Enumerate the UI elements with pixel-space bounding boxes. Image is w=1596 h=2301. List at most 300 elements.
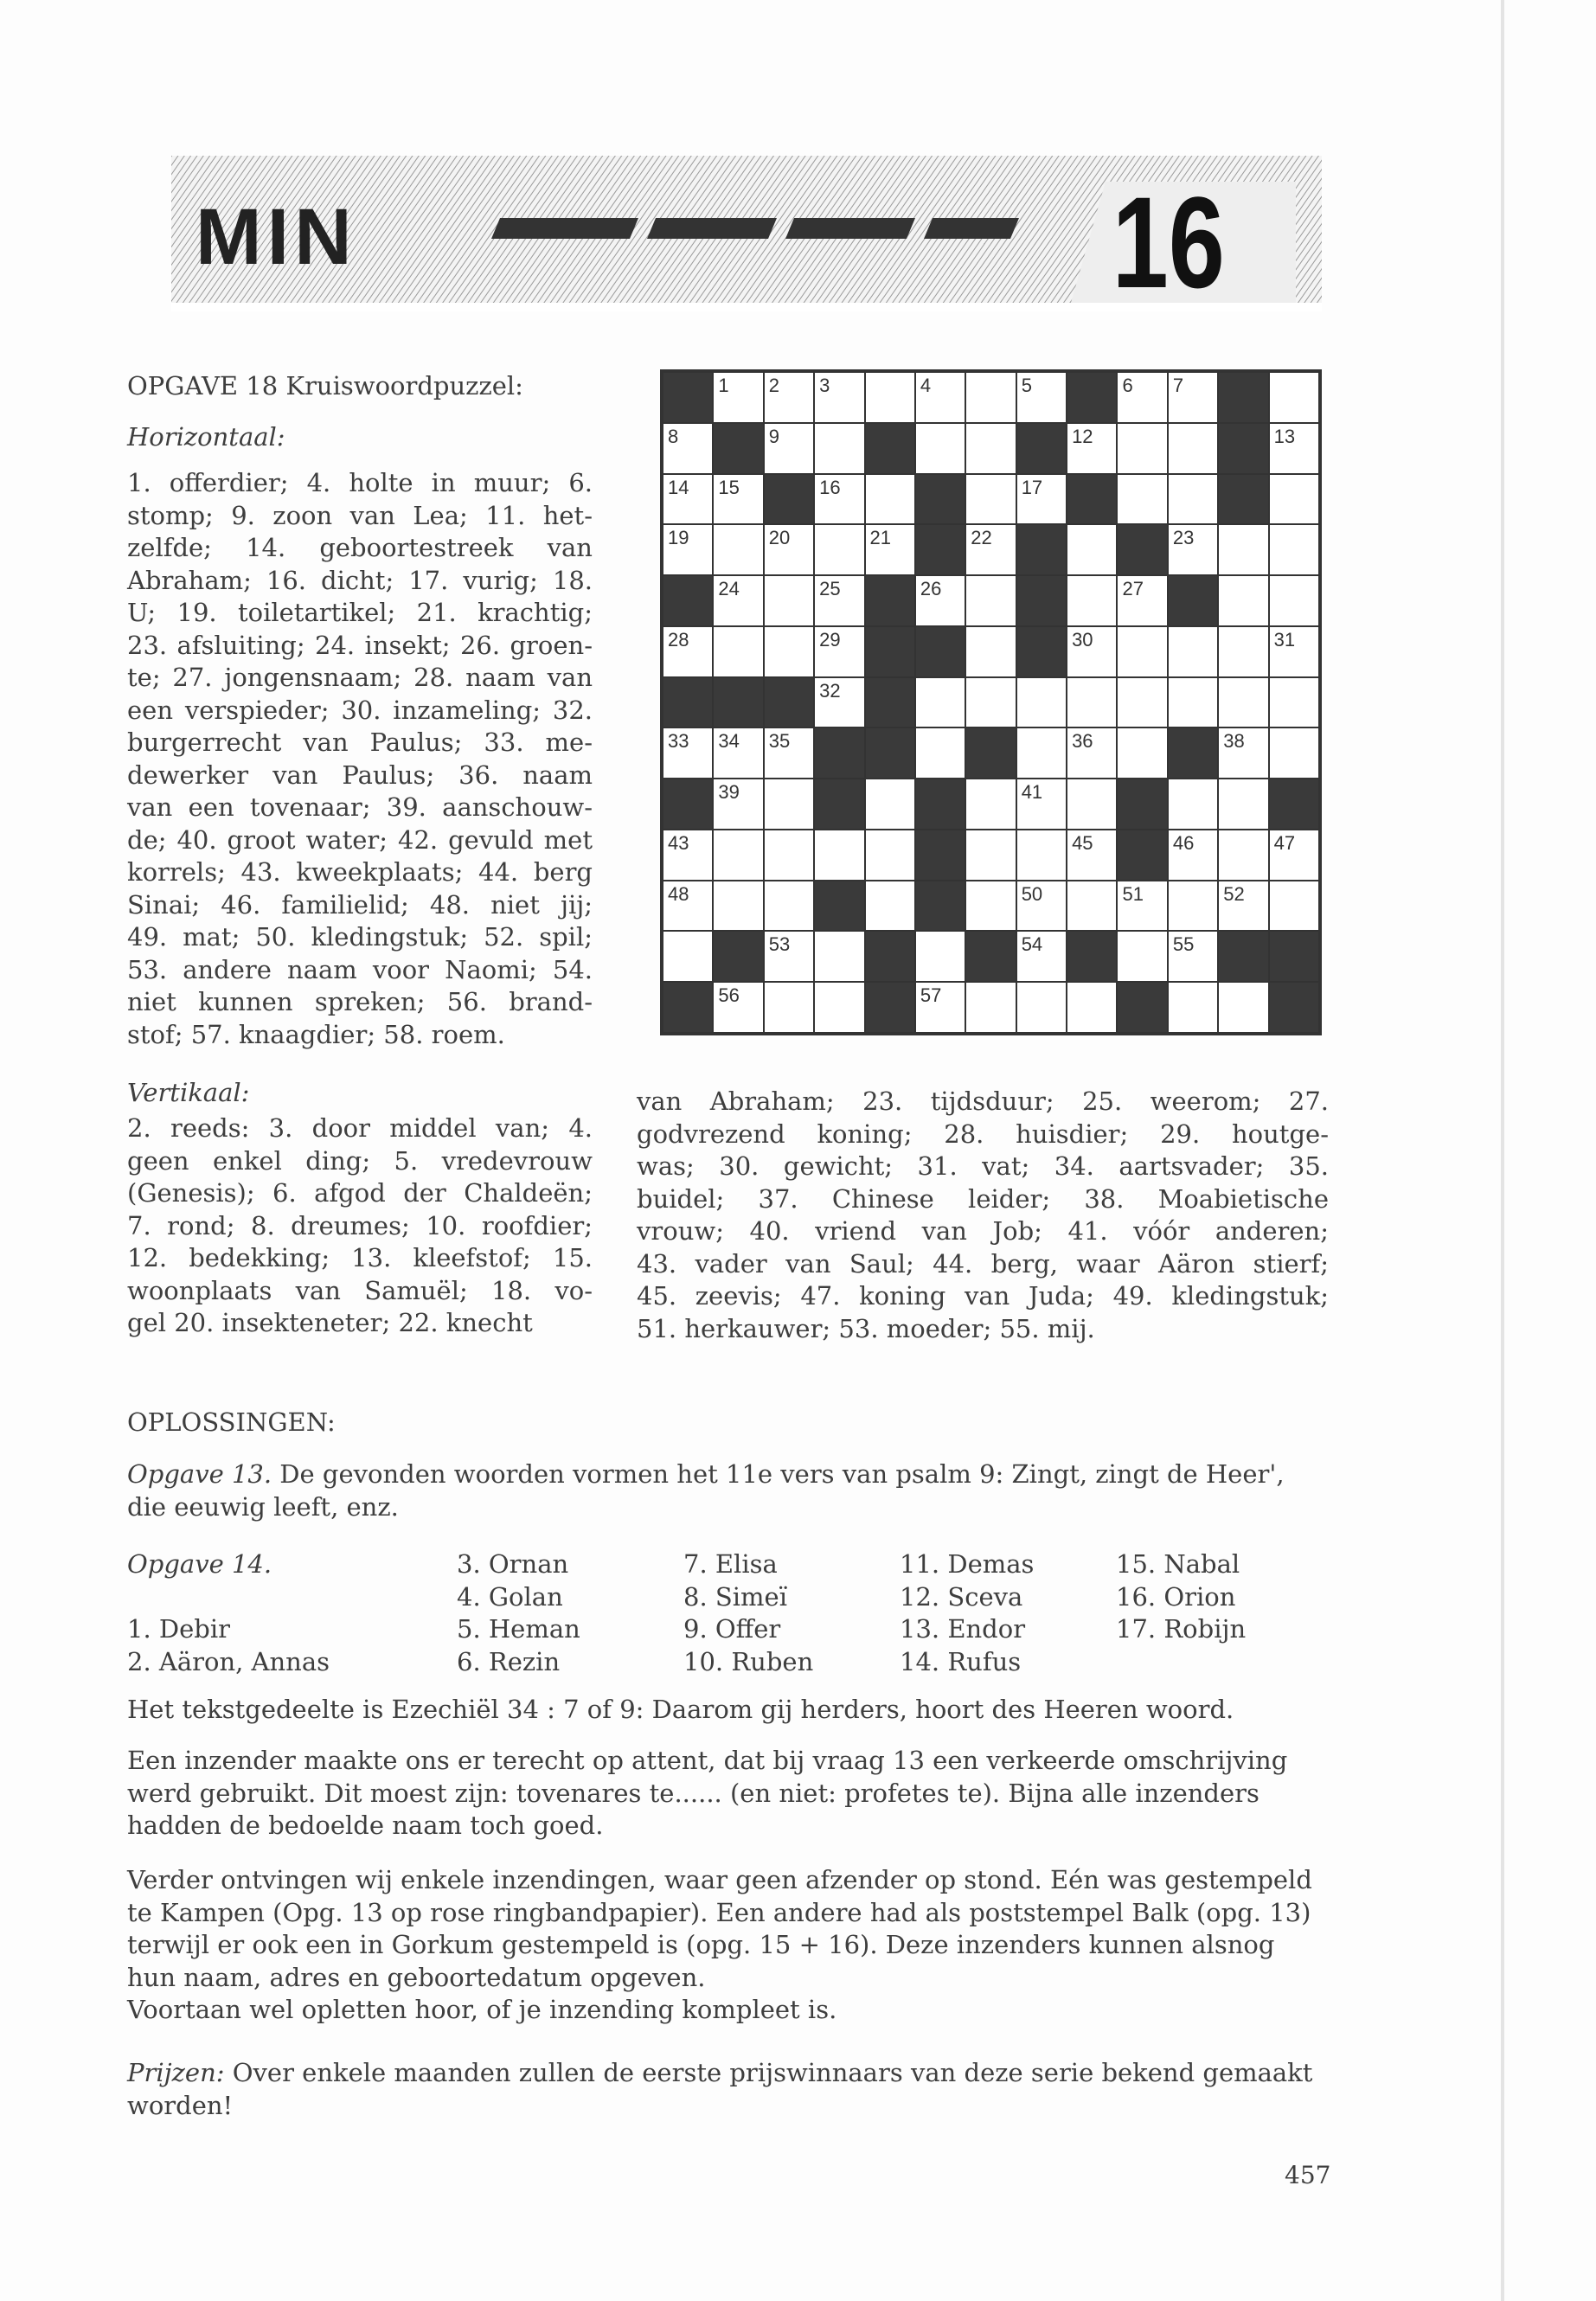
grid-block — [1067, 474, 1117, 525]
grid-block — [1016, 524, 1067, 575]
solution-item: 7. Elisa — [683, 1549, 778, 1579]
prizes-label: Prijzen: — [127, 2058, 225, 2087]
solution-item: 12. Sceva — [900, 1581, 1023, 1612]
grid-cell — [663, 524, 713, 575]
header-banner — [171, 156, 1322, 311]
cell-number: 22 — [971, 527, 992, 549]
grid-block — [764, 677, 814, 728]
vertical-clue-line: vrouw; 40. vriend van Job; 41. vóór anderen; — [637, 1216, 1329, 1246]
horizontal-clue-line: Sinai; 46. familielid; 48. niet jij; — [127, 889, 593, 920]
grid-cell — [1269, 575, 1319, 626]
grid-block — [1168, 727, 1218, 779]
grid-cell — [1218, 982, 1268, 1033]
solution-item: 10. Ruben — [683, 1646, 814, 1676]
cell-number: 56 — [718, 984, 740, 1007]
paragraph-opletten: Voortaan wel opletten hoor, of je inzending kompleet is. — [127, 1995, 837, 2024]
grid-block — [865, 626, 915, 677]
grid-cell — [1067, 423, 1117, 474]
grid-cell — [764, 626, 814, 677]
opgave14-col2 — [457, 1548, 580, 1678]
grid-cell — [764, 779, 814, 830]
grid-block — [1117, 524, 1167, 575]
grid-cell — [1117, 575, 1167, 626]
solution-item: 14. Rufus — [900, 1646, 1022, 1676]
grid-block — [663, 779, 713, 830]
solution-item: 13. Endor — [900, 1614, 1026, 1644]
cell-number: 3 — [819, 375, 830, 396]
grid-block — [865, 575, 915, 626]
grid-cell — [1269, 677, 1319, 728]
vertical-clue-line: godvrezend koning; 28. huisdier; 29. houtge- — [637, 1118, 1329, 1149]
cell-number: 34 — [718, 730, 740, 753]
grid-cell — [713, 524, 763, 575]
cell-number: 8 — [668, 425, 679, 447]
cell-number: 32 — [819, 679, 841, 702]
grid-cell — [1168, 779, 1218, 830]
puzzle-heading: OPGAVE 18 Kruiswoordpuzzel: — [127, 371, 523, 401]
vertical-clue-line: 12. bedekking; 13. kleefstof; 15. — [127, 1243, 593, 1272]
grid-cell — [663, 423, 713, 474]
solution-item: 5. Heman — [457, 1614, 580, 1644]
grid-cell — [1168, 931, 1218, 982]
grid-block — [915, 626, 965, 677]
cell-number: 30 — [1072, 628, 1093, 651]
grid-cell — [764, 423, 814, 474]
vertical-clue-line: 2. reeds: 3. door middel van; 4. — [127, 1113, 593, 1143]
cell-number: 46 — [1172, 831, 1195, 854]
solution-item: 1. Debir — [127, 1614, 231, 1644]
grid-cell — [865, 372, 915, 423]
grid-block — [814, 881, 864, 932]
grid-cell — [965, 524, 1016, 575]
opgave13-paragraph — [127, 1458, 1330, 1523]
grid-cell — [713, 727, 763, 779]
vertical-clue-line: 7. rond; 8. dreumes; 10. roofdier; — [127, 1210, 593, 1240]
grid-cell — [1117, 626, 1167, 677]
grid-cell — [865, 779, 915, 830]
grid-block — [663, 575, 713, 626]
page-edge — [1501, 0, 1504, 2301]
grid-cell — [1269, 372, 1319, 423]
solution-item: 15. Nabal — [1116, 1549, 1240, 1579]
grid-cell — [1016, 779, 1067, 830]
banner-number: 16 — [1112, 170, 1225, 311]
vertical-clue-line: buidel; 37. Chinese leider; 38. Moabietische — [637, 1183, 1329, 1214]
grid-cell — [915, 982, 965, 1033]
horizontal-clue-line: stof; 57. knaagdier; 58. roem. — [127, 1019, 505, 1049]
opgave14-col5 — [1116, 1548, 1246, 1678]
grid-block — [1016, 626, 1067, 677]
cell-number: 54 — [1021, 933, 1043, 956]
cell-number: 53 — [768, 933, 791, 956]
grid-cell — [1067, 830, 1117, 881]
solution-item — [1116, 1646, 1246, 1679]
grid-cell — [865, 524, 915, 575]
cell-number: 50 — [1021, 882, 1043, 905]
grid-cell — [764, 830, 814, 881]
grid-cell — [1168, 372, 1218, 423]
cell-number: 13 — [1273, 425, 1296, 447]
grid-cell — [1269, 524, 1319, 575]
grid-cell — [814, 575, 864, 626]
grid-cell — [1016, 931, 1067, 982]
grid-cell — [915, 372, 965, 423]
grid-block — [1269, 779, 1319, 830]
grid-cell — [1168, 982, 1218, 1033]
grid-cell — [1117, 423, 1167, 474]
page-number: 457 — [1285, 2161, 1331, 2189]
vertical-clue-line: 43. vader van Saul; 44. berg, waar Aäron stierf; — [637, 1248, 1329, 1279]
grid-cell — [915, 727, 965, 779]
cell-number: 7 — [1172, 375, 1184, 396]
grid-block — [1218, 474, 1268, 525]
grid-block — [1117, 830, 1167, 881]
grid-cell — [1067, 524, 1117, 575]
grid-block — [1218, 372, 1268, 423]
grid-block — [1016, 575, 1067, 626]
solutions-heading: OPLOSSINGEN: — [127, 1407, 336, 1437]
grid-cell — [814, 474, 864, 525]
cell-number: 41 — [1021, 781, 1043, 804]
cell-number: 16 — [819, 476, 841, 498]
grid-cell — [1218, 727, 1268, 779]
grid-cell — [764, 881, 814, 932]
grid-block — [1117, 779, 1167, 830]
grid-cell — [965, 474, 1016, 525]
grid-cell — [1117, 931, 1167, 982]
grid-block — [663, 677, 713, 728]
grid-cell — [764, 372, 814, 423]
cell-number: 38 — [1223, 730, 1245, 753]
cell-number: 57 — [920, 984, 942, 1007]
grid-block — [1269, 982, 1319, 1033]
tekstgedeelte: Het tekstgedeelte is Ezechiël 34 : 7 of 9: Daarom gij herders, hoort des Heeren woord. — [127, 1695, 1234, 1724]
cell-number: 26 — [920, 578, 942, 600]
grid-block — [713, 423, 763, 474]
grid-cell — [1016, 982, 1067, 1033]
vertical-clue-line: gel 20. insekteneter; 22. knecht — [127, 1308, 533, 1337]
grid-cell — [1269, 881, 1319, 932]
grid-cell — [1168, 626, 1218, 677]
cell-number: 17 — [1021, 476, 1043, 498]
grid-cell — [764, 575, 814, 626]
grid-cell — [865, 474, 915, 525]
vertical-heading: Vertikaal: — [127, 1078, 250, 1107]
grid-cell — [915, 575, 965, 626]
grid-block — [965, 727, 1016, 779]
solution-item: 3. Ornan — [457, 1549, 569, 1579]
solution-item: 8. Simeï — [683, 1581, 787, 1612]
grid-block — [663, 982, 713, 1033]
paragraph-inzendingen: Verder ontvingen wij enkele inzendingen, waar geen afzender op stond. Eén was gestempeld te Kampen (Opg. 13 op rose ringbandpapier). Een andere had als poststempel Balk (opg. 13) terwijl er ook een in Gorkum gestempeld is (opg. 15 + 16). Deze inzenders kunnen alsnog hun naam, adres en geboortedatum opgeven. — [127, 1865, 1312, 1992]
grid-cell — [713, 575, 763, 626]
grid-block — [865, 727, 915, 779]
grid-cell — [713, 881, 763, 932]
cell-number: 25 — [819, 578, 841, 600]
grid-block — [814, 779, 864, 830]
grid-cell — [1117, 677, 1167, 728]
grid-cell — [1016, 727, 1067, 779]
grid-cell — [1067, 626, 1117, 677]
grid-cell — [1067, 727, 1117, 779]
grid-block — [965, 931, 1016, 982]
grid-block — [814, 727, 864, 779]
grid-block — [915, 830, 965, 881]
grid-cell — [1117, 881, 1167, 932]
grid-block — [1016, 423, 1067, 474]
vertical-clue-line: geen enkel ding; 5. vredevrouw — [127, 1145, 593, 1176]
grid-cell — [1218, 881, 1268, 932]
opgave13-text: De gevonden woorden vormen het 11e vers van psalm 9: Zingt, zingt de Heer', die eeuwig leeft, enz. — [127, 1459, 1285, 1522]
vertical-clues-left — [127, 1112, 593, 1340]
grid-cell — [713, 830, 763, 881]
grid-cell — [663, 931, 713, 982]
vertical-clue-line: 51. herkauwer; 53. moeder; 55. mij. — [637, 1313, 1095, 1343]
grid-cell — [915, 931, 965, 982]
grid-cell — [764, 931, 814, 982]
grid-block — [1218, 423, 1268, 474]
grid-cell — [965, 372, 1016, 423]
grid-cell — [1016, 474, 1067, 525]
grid-cell — [1269, 626, 1319, 677]
grid-cell — [1218, 779, 1268, 830]
horizontal-clue-line: een verspieder; 30. inzameling; 32. — [127, 695, 593, 725]
grid-cell — [663, 474, 713, 525]
grid-cell — [1117, 727, 1167, 779]
grid-cell — [814, 423, 864, 474]
cell-number: 1 — [718, 375, 729, 396]
grid-cell — [965, 982, 1016, 1033]
grid-block — [865, 931, 915, 982]
cell-number: 27 — [1122, 578, 1144, 600]
grid-cell — [1218, 626, 1268, 677]
grid-cell — [1016, 830, 1067, 881]
grid-cell — [713, 982, 763, 1033]
cell-number: 5 — [1021, 375, 1032, 396]
prizes-paragraph — [127, 2057, 1330, 2122]
grid-block — [915, 474, 965, 525]
cell-number: 45 — [1072, 831, 1093, 854]
cell-number: 24 — [718, 578, 740, 600]
cell-number: 47 — [1273, 831, 1296, 854]
horizontal-clue-line: de; 40. groot water; 42. gevuld met — [127, 824, 593, 855]
prizes-text: Over enkele maanden zullen de eerste prijswinnaars van deze serie bekend gemaakt worden! — [127, 2058, 1313, 2120]
grid-cell — [965, 575, 1016, 626]
grid-cell — [713, 474, 763, 525]
grid-block — [1269, 931, 1319, 982]
cell-number: 39 — [718, 781, 740, 804]
cell-number: 15 — [718, 476, 740, 498]
grid-cell — [965, 626, 1016, 677]
cell-number: 19 — [668, 527, 689, 549]
horizontal-clue-line: te; 27. jongensnaam; 28. naam van — [127, 663, 593, 692]
opgave14-label: Opgave 14. — [127, 1549, 272, 1579]
cell-number: 2 — [768, 375, 780, 396]
grid-cell — [713, 626, 763, 677]
grid-cell — [1117, 372, 1167, 423]
vertical-clue-line: 45. zeevis; 47. koning van Juda; 49. kledingstuk; — [637, 1281, 1329, 1311]
grid-cell — [915, 677, 965, 728]
grid-cell — [1269, 727, 1319, 779]
grid-block — [865, 982, 915, 1033]
grid-cell — [663, 830, 713, 881]
solution-item — [127, 1581, 330, 1614]
horizontal-clue-line: dewerker van Paulus; 36. naam — [127, 760, 593, 790]
grid-block — [1067, 931, 1117, 982]
grid-cell — [713, 372, 763, 423]
solution-item: 4. Golan — [457, 1581, 563, 1612]
paragraph-inzender: Een inzender maakte ons er terecht op attent, dat bij vraag 13 een verkeerde omschrijving werd gebruikt. Dit moest zijn: tovenares te...... (en niet: profetes te). Bijna alle inzenders hadden de bedoelde naam toch goed. — [127, 1746, 1288, 1840]
grid-block — [915, 779, 965, 830]
horizontal-clue-line: 49. mat; 50. kledingstuk; 52. spil; — [127, 922, 593, 952]
cell-number: 48 — [668, 882, 689, 905]
horizontal-clue-line: 1. offerdier; 4. holte in muur; 6. — [127, 468, 593, 497]
grid-cell — [1269, 423, 1319, 474]
grid-cell — [663, 727, 713, 779]
grid-cell — [1269, 474, 1319, 525]
solution-item: 2. Aäron, Annas — [127, 1646, 330, 1676]
grid-block — [1218, 931, 1268, 982]
solution-item: 16. Orion — [1116, 1581, 1236, 1612]
opgave14-col4 — [900, 1548, 1034, 1678]
vertical-clue-line: van Abraham; 23. tijdsduur; 25. weerom; 27. — [637, 1086, 1329, 1116]
grid-cell — [814, 931, 864, 982]
grid-cell — [814, 626, 864, 677]
grid-cell — [915, 423, 965, 474]
grid-cell — [965, 423, 1016, 474]
grid-cell — [1067, 982, 1117, 1033]
grid-cell — [1117, 474, 1167, 525]
cell-number: 31 — [1273, 628, 1296, 651]
cell-number: 14 — [668, 476, 689, 498]
grid-cell — [1168, 830, 1218, 881]
grid-cell — [965, 881, 1016, 932]
vertical-clue-line: woonplaats van Samuël; 18. vo- — [127, 1275, 593, 1305]
grid-cell — [1168, 881, 1218, 932]
grid-block — [915, 524, 965, 575]
grid-cell — [764, 982, 814, 1033]
horizontal-clue-line: 23. afsluiting; 24. insekt; 26. groen- — [127, 630, 593, 660]
grid-block — [1067, 372, 1117, 423]
vertical-clues-right — [637, 1086, 1329, 1345]
opgave14-col3 — [683, 1548, 813, 1678]
horizontal-clue-line: U; 19. toiletartikel; 21. krachtig; — [127, 598, 593, 627]
cell-number: 9 — [768, 425, 780, 447]
opgave13-label: Opgave 13. — [127, 1459, 272, 1489]
cell-number: 6 — [1122, 375, 1133, 396]
cell-number: 4 — [920, 375, 932, 396]
grid-cell — [1168, 677, 1218, 728]
grid-cell — [1067, 779, 1117, 830]
solution-item: 17. Robijn — [1116, 1614, 1247, 1644]
solution-item: 6. Rezin — [457, 1646, 561, 1676]
solution-item: 11. Demas — [900, 1549, 1035, 1579]
grid-cell — [1016, 372, 1067, 423]
cell-number: 21 — [869, 527, 892, 549]
grid-block — [713, 677, 763, 728]
horizontal-clue-line: Abraham; 16. dicht; 17. vurig; 18. — [127, 565, 593, 595]
grid-block — [915, 881, 965, 932]
banner-title: MIN — [195, 193, 357, 281]
horizontal-clue-line: 53. andere naam voor Naomi; 54. — [127, 954, 593, 984]
grid-cell — [713, 779, 763, 830]
grid-cell — [1168, 474, 1218, 525]
grid-cell — [1168, 423, 1218, 474]
cell-number: 35 — [768, 730, 791, 753]
grid-cell — [1218, 677, 1268, 728]
cell-number: 20 — [768, 527, 791, 549]
grid-block — [1168, 575, 1218, 626]
grid-cell — [814, 677, 864, 728]
grid-cell — [1218, 575, 1268, 626]
solution-item — [127, 1548, 330, 1581]
cell-number: 51 — [1122, 882, 1144, 905]
grid-cell — [764, 524, 814, 575]
grid-cell — [1016, 881, 1067, 932]
cell-number: 28 — [668, 628, 689, 651]
grid-cell — [1067, 677, 1117, 728]
vertical-clue-line: (Genesis); 6. afgod der Chaldeën; — [127, 1178, 593, 1208]
cell-number: 33 — [668, 730, 689, 753]
horizontal-clue-line: niet kunnen spreken; 56. brand- — [127, 987, 593, 1016]
opgave14-col1 — [127, 1548, 330, 1678]
grid-block — [865, 423, 915, 474]
grid-cell — [1016, 677, 1067, 728]
grid-cell — [814, 830, 864, 881]
vertical-clue-line: was; 30. gewicht; 31. vat; 34. aartsvader; 35. — [637, 1151, 1329, 1181]
grid-cell — [965, 677, 1016, 728]
horizontal-clue-line: zelfde; 14. geboortestreek van — [127, 533, 593, 562]
horizontal-clue-line: van een tovenaar; 39. aanschouw- — [127, 792, 593, 822]
horizontal-clue-line: korrels; 43. kweekplaats; 44. berg — [127, 857, 593, 887]
grid-cell — [764, 727, 814, 779]
grid-cell — [814, 524, 864, 575]
grid-block — [663, 372, 713, 423]
grid-block — [865, 677, 915, 728]
grid-cell — [663, 626, 713, 677]
cell-number: 55 — [1172, 933, 1195, 956]
grid-cell — [1218, 524, 1268, 575]
cell-number: 29 — [819, 628, 841, 651]
grid-cell — [814, 982, 864, 1033]
cell-number: 36 — [1072, 730, 1093, 753]
solution-item: 9. Offer — [683, 1614, 781, 1644]
cell-number: 12 — [1072, 425, 1093, 447]
horizontal-clues — [127, 467, 593, 1051]
grid-block — [713, 931, 763, 982]
grid-cell — [1168, 524, 1218, 575]
horizontal-clue-line: stomp; 9. zoon van Lea; 11. het- — [127, 500, 593, 530]
grid-cell — [865, 881, 915, 932]
grid-cell — [965, 830, 1016, 881]
cell-number: 52 — [1223, 882, 1245, 905]
horizontal-heading: Horizontaal: — [127, 422, 285, 452]
grid-cell — [965, 779, 1016, 830]
cell-number: 43 — [668, 831, 689, 854]
horizontal-clue-line: burgerrecht van Paulus; 33. me- — [127, 727, 593, 757]
grid-cell — [1269, 830, 1319, 881]
crossword-grid — [660, 369, 1322, 1035]
grid-cell — [814, 372, 864, 423]
grid-cell — [1218, 830, 1268, 881]
grid-block — [764, 474, 814, 525]
grid-block — [1117, 982, 1167, 1033]
grid-cell — [1067, 881, 1117, 932]
grid-cell — [663, 881, 713, 932]
cell-number: 23 — [1172, 527, 1195, 549]
grid-cell — [1067, 575, 1117, 626]
grid-cell — [865, 830, 915, 881]
